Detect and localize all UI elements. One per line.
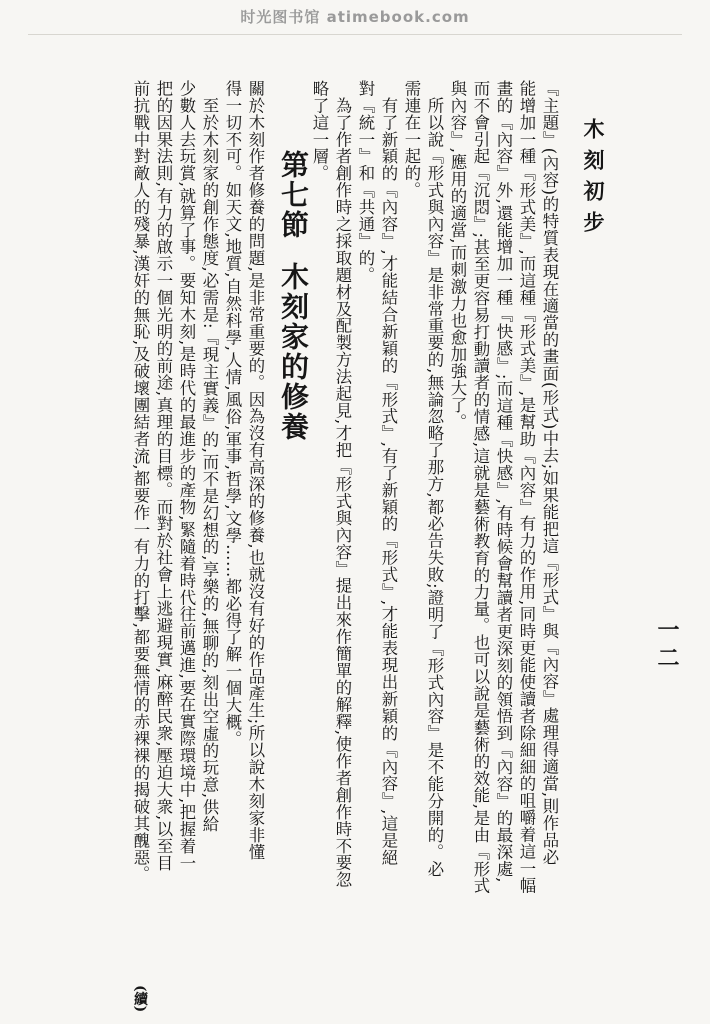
text-column: 有了新穎的『內容』,才能結合新穎的『形式』,有了新穎的『形式』,才能表現出新穎的『內容』,這是絕 xyxy=(379,80,398,866)
site-watermark: 时光图书馆 atimebook.com xyxy=(240,8,470,26)
text-column: 能增加一種『形式美』,而這種『形式美』,是幫助『內容』有力的作用,同時更能使讀者除細細的咀嚼着這一幅 xyxy=(517,80,536,894)
text-column: 關於木刻作者修養的問題,是非常重要的。因為沒有高深的修養,也就沒有好的作品產生;所以說木刻家非懂 xyxy=(246,80,265,861)
section-number: 第七節 xyxy=(277,150,310,240)
text-column: 少數人去玩賞,就算了事。要知木刻,是時代的最進步的產物,緊隨着時代往前邁進,要在實際環境中,把握着一 xyxy=(177,80,196,872)
text-column: 『主題』(內容)的特質表現在適當的畫面(形式)中去;如果能把這『形式』與『內容』處理得適當,則作品必 xyxy=(540,80,559,866)
text-column: 為了作者創作時之採取題材及配製方法起見,才把『形式與內容』提出來作簡單的解釋,使作者創作時不要忽 xyxy=(333,80,352,889)
page-number: 一二 xyxy=(654,618,680,674)
section-title: 木刻家的修養 xyxy=(277,262,310,442)
text-column: 略了這一層。 xyxy=(310,80,329,182)
text-column: 需連在一起的。 xyxy=(402,80,421,199)
text-column: 與內容』,應用的適當,而刺激力也愈加強大了。 xyxy=(448,80,467,431)
text-column: 至於木刻家的創作態度,必需是:『現主實義』的,而不是幻想的,享樂的,無聊的,刻出空虛的玩意,供給 xyxy=(200,80,219,833)
text-column: 所以說『形式與內容』是非常重要的,無論忽略了那方,都必告失敗;證明了『形式內容』是不能分開的。必 xyxy=(425,80,444,878)
section-heading xyxy=(273,150,313,442)
text-column: 畫的『內容』外,還能增加一種『快感』;而這種『快感』,有時候會幫讀者更深刻的領悟到『內容』的最深處, xyxy=(494,80,513,884)
text-column: 把的因果法則,有力的啟示一個光明的前途,真理的目標。而對於社會上逃避現實,麻醉民衆,壓迫大衆,以至目 xyxy=(154,80,173,872)
book-title: 木刻初步 xyxy=(581,118,606,242)
text-column: 前抗戰中對敵人的殘暴,漢奸的無恥,及破壞團結者流,都要作一有力的打擊,都要無情的赤裸裸的揭破其醜惡。 xyxy=(131,80,150,883)
text-column: 得一切不可。如天文,地質,自然科學,人情,風俗,軍事,哲學,文學……都必得了解一個大概。 xyxy=(223,80,242,748)
text-column: 而不會引起『沉悶』;甚至更容易打動讀者的情感,這就是藝術教育的力量。也可以說是藝術的效能,是由『形式 xyxy=(471,80,490,895)
header-divider xyxy=(28,34,682,35)
continued-mark: (續) xyxy=(132,985,148,1013)
text-column: 對『統一』和『共通』的。 xyxy=(356,80,375,284)
